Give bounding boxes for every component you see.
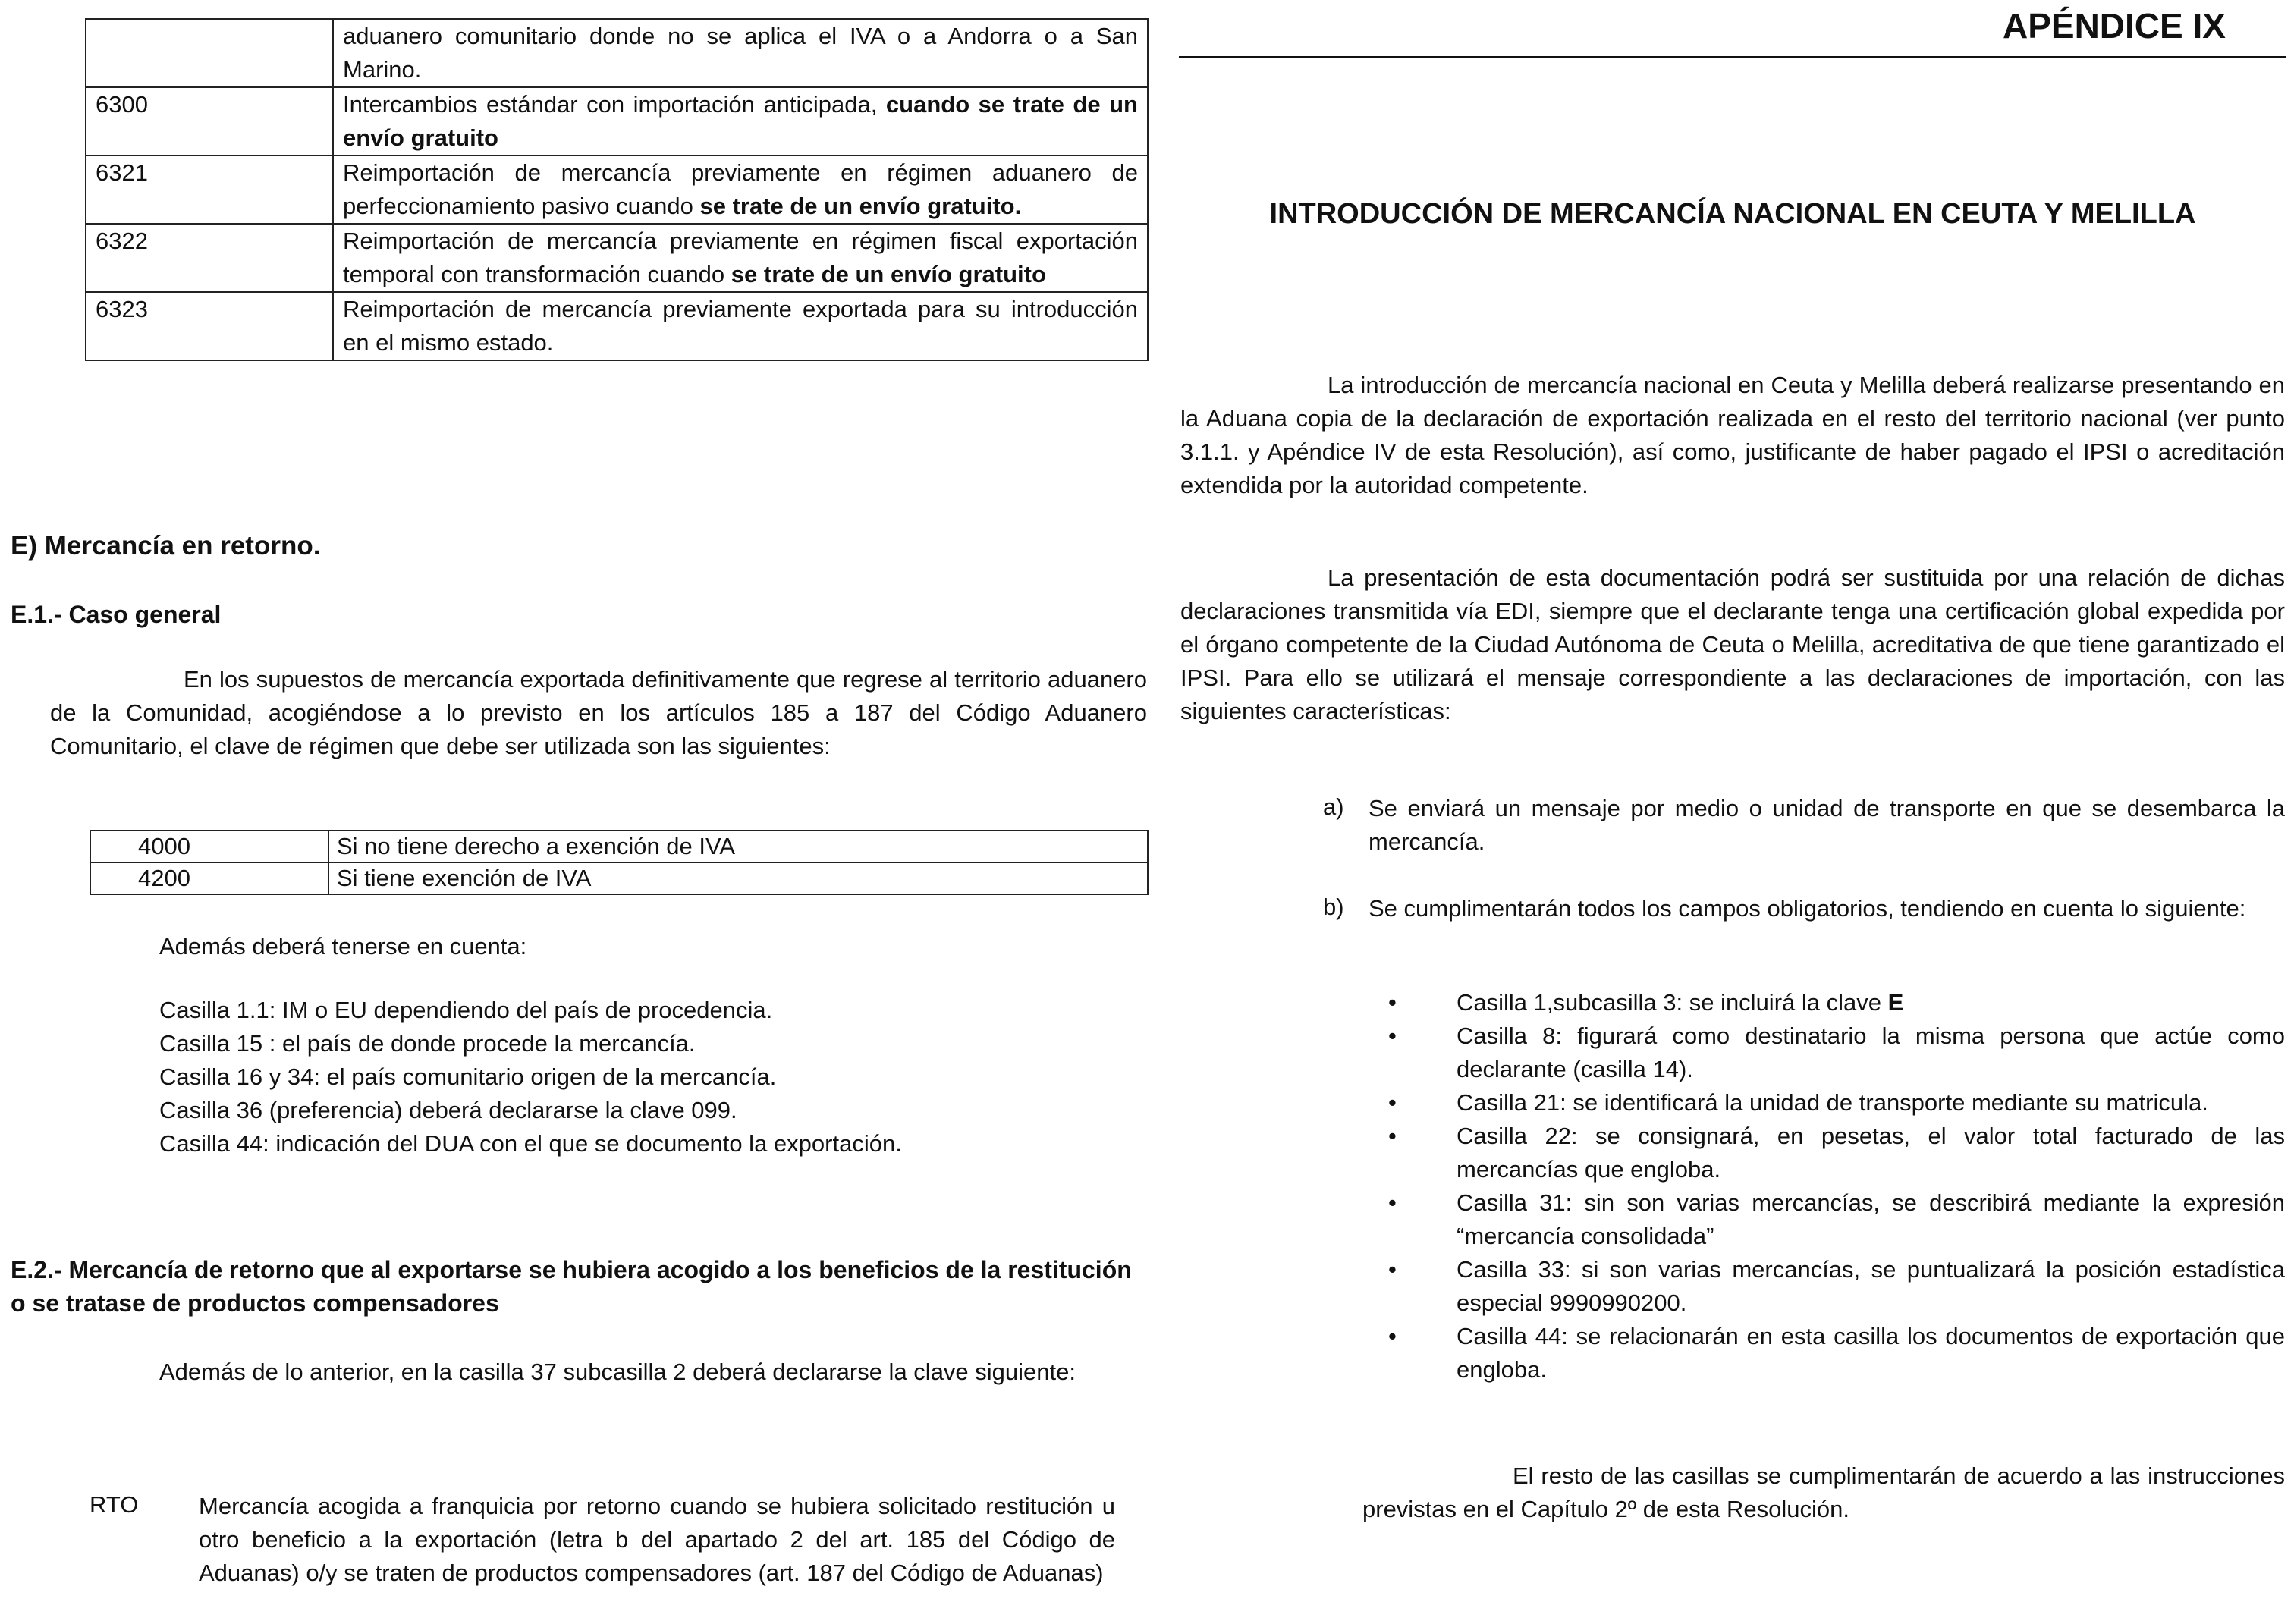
code-cell: 6322 xyxy=(86,224,333,292)
e2-paragraph xyxy=(50,1355,1147,1390)
regime-code-table-body xyxy=(86,19,1148,360)
bullet-item xyxy=(1388,1120,2285,1186)
intro-paragraph-2-text: La presentación de esta documentación podrá ser sustituida por una relación de dichas declaraciones transmitida vía EDI, siempre que el declarante tenga una certificación global expedida por el órgano competente de la Ciudad Autónoma de Ceuta o Melilla, acreditativa de que tiene garantizado el IPSI. Para ello se utilizará el mensaje correspondiente a las declaraciones de importación, con las siguientes características: xyxy=(1180,564,2285,724)
bullet-icon: • xyxy=(1388,1022,1397,1049)
bullet-icon: • xyxy=(1388,1089,1397,1116)
list-item: Casilla 44: indicación del DUA con el que se documento la exportación. xyxy=(159,1130,902,1157)
casilla-bullet-list xyxy=(1388,986,2285,1387)
text-run: Casilla 33: si son varias mercancías, se puntualizará la posición estadística especial 9990990200. xyxy=(1457,1256,2285,1316)
bullet-icon: • xyxy=(1388,1189,1397,1216)
emphasis-text: se trate de un envío gratuito xyxy=(731,261,1046,287)
page-title: INTRODUCCIÓN DE MERCANCÍA NACIONAL EN CEUTA Y MELILLA xyxy=(1269,198,2196,230)
bullet-item xyxy=(1388,1186,2285,1253)
list-item-label: b) xyxy=(1323,894,1344,920)
bullet-item xyxy=(1388,1320,2285,1387)
list-item: Casilla 36 (preferencia) deberá declararse la clave 099. xyxy=(159,1097,737,1123)
closing-paragraph xyxy=(1362,1459,2285,1526)
table-row xyxy=(86,292,1148,360)
bullet-text xyxy=(1457,1089,2208,1116)
e1-heading: E.1.- Caso general xyxy=(11,601,222,628)
description-cell xyxy=(333,292,1148,360)
description-cell xyxy=(333,19,1148,87)
bullet-text xyxy=(1457,1323,2285,1383)
rto-description: Mercancía acogida a franquicia por retorno cuando se hubiera solicitado restitución u otro beneficio a la exportación (letra b del apartado 2 del art. 185 del Código de Aduanas) o/y se traten de productos compensadores (art. 187 del Código de Aduanas) xyxy=(199,1493,1115,1586)
intro-paragraph-1-text: La introducción de mercancía nacional en Ceuta y Melilla deberá realizarse presentando en la Aduana copia de la declaración de exportación realizada en el resto del territorio nacional (ver punto 3.1.1. y Apéndice IV de esta Resolución), así como, justificante de haber pagado el IPSI o acreditación extendida por la autoridad competente. xyxy=(1180,372,2285,498)
text-run: Casilla 1,subcasilla 3: se incluirá la clave xyxy=(1457,989,1888,1016)
bullet-item xyxy=(1388,1253,2285,1320)
casillas-list xyxy=(159,994,902,1161)
regime-code-table-e1 xyxy=(90,830,1149,895)
emphasis-text: cuando se trate de un envío gratuito xyxy=(343,91,1138,151)
list-item-b xyxy=(1323,892,2285,960)
header-divider xyxy=(1179,56,2286,58)
text-run: Reimportación de mercancía previamente exportada para su introducción en el mismo estado. xyxy=(343,296,1138,356)
description-cell: Si no tiene derecho a exención de IVA xyxy=(328,831,1148,862)
text-run: Casilla 8: figurará como destinatario la misma persona que actúe como declarante (casilla 14). xyxy=(1457,1022,2285,1082)
text-run: Casilla 21: se identificará la unidad de transporte mediante su matricula. xyxy=(1457,1089,2208,1116)
list-item: Casilla 16 y 34: el país comunitario origen de la mercancía. xyxy=(159,1063,777,1090)
table-row xyxy=(86,19,1148,87)
bullet-icon: • xyxy=(1388,1123,1397,1149)
note-text: Además deberá tenerse en cuenta: xyxy=(159,933,527,960)
code-cell: 6323 xyxy=(86,292,333,360)
section-e-heading: E) Mercancía en retorno. xyxy=(11,531,321,561)
text-run: Reimportación de mercancía previamente en régimen fiscal exportación temporal con transformación cuando xyxy=(343,228,1138,287)
list-item-text: Se enviará un mensaje por medio o unidad de transporte en que se desembarca la mercancía. xyxy=(1369,795,2285,855)
description-cell: Si tiene exención de IVA xyxy=(328,862,1148,894)
appendix-header: APÉNDICE IX xyxy=(2003,6,2226,46)
e2-paragraph-text: Además de lo anterior, en la casilla 37 subcasilla 2 deberá declararse la clave siguiente: xyxy=(159,1359,1076,1385)
text-run: Intercambios estándar con importación anticipada, xyxy=(343,91,886,118)
table-row xyxy=(86,155,1148,224)
closing-paragraph-text: El resto de las casillas se cumplimentarán de acuerdo a las instrucciones previstas en el Capítulo 2º de esta Resolución. xyxy=(1362,1462,2285,1522)
text-run: Casilla 44: se relacionarán en esta casilla los documentos de exportación que engloba. xyxy=(1457,1323,2285,1383)
code-cell xyxy=(86,19,333,87)
regime-code-table-top xyxy=(85,18,1149,361)
e2-heading xyxy=(11,1253,1149,1320)
bullet-item xyxy=(1388,986,2285,1019)
list-item-label: a) xyxy=(1323,793,1344,820)
bullet-text xyxy=(1457,1022,2285,1082)
code-cell: 6300 xyxy=(86,87,333,155)
text-run: Casilla 31: sin son varias mercancías, se describirá mediante la expresión “mercancía consolidada” xyxy=(1457,1189,2285,1249)
e1-paragraph xyxy=(50,663,1147,763)
intro-paragraph-1 xyxy=(1180,369,2285,502)
table-row xyxy=(90,831,1148,862)
bullet-text xyxy=(1457,989,1903,1016)
bullet-item xyxy=(1388,1019,2285,1086)
code-cell: 4200 xyxy=(90,862,328,894)
emphasis-text: se trate de un envío gratuito. xyxy=(699,193,1022,219)
text-run: Reimportación de mercancía previamente en régimen aduanero de perfeccionamiento pasivo cuando xyxy=(343,159,1138,219)
e2-heading-text: E.2.- Mercancía de retorno que al exportarse se hubiera acogido a los beneficios de la restitución o se tratase de productos compensadores xyxy=(11,1256,1132,1317)
table-row xyxy=(86,87,1148,155)
bullet-text xyxy=(1457,1256,2285,1316)
table-row xyxy=(86,224,1148,292)
text-run: aduanero comunitario donde no se aplica el IVA o a Andorra o a San Marino. xyxy=(343,23,1138,83)
text-run: Casilla 22: se consignará, en pesetas, el valor total facturado de las mercancías que engloba. xyxy=(1457,1123,2285,1183)
table-row xyxy=(90,862,1148,894)
list-item: Casilla 15 : el país de donde procede la mercancía. xyxy=(159,1030,696,1057)
list-item-a xyxy=(1323,792,2285,860)
code-cell: 6321 xyxy=(86,155,333,224)
bullet-item xyxy=(1388,1086,2285,1120)
rto-code: RTO xyxy=(90,1491,139,1518)
description-cell xyxy=(333,224,1148,292)
description-cell xyxy=(333,87,1148,155)
list-item-text: Se cumplimentarán todos los campos obligatorios, tendiendo en cuenta lo siguiente: xyxy=(1369,895,2246,922)
list-item: Casilla 1.1: IM o EU dependiendo del país de procedencia. xyxy=(159,997,773,1023)
bullet-text xyxy=(1457,1123,2285,1183)
description-cell xyxy=(333,155,1148,224)
code-cell: 4000 xyxy=(90,831,328,862)
e1-paragraph-text: En los supuestos de mercancía exportada definitivamente que regrese al territorio aduanero de la Comunidad, acogiéndose a lo previsto en los artículos 185 a 187 del Código Aduanero Comunitario, el clave de régimen que debe ser utilizada son las siguientes: xyxy=(50,666,1147,759)
intro-paragraph-2 xyxy=(1180,561,2285,728)
bullet-text xyxy=(1457,1189,2285,1249)
emphasis-text: E xyxy=(1887,989,1904,1016)
bullet-icon: • xyxy=(1388,1256,1397,1283)
bullet-icon: • xyxy=(1388,989,1397,1016)
bullet-icon: • xyxy=(1388,1323,1397,1349)
